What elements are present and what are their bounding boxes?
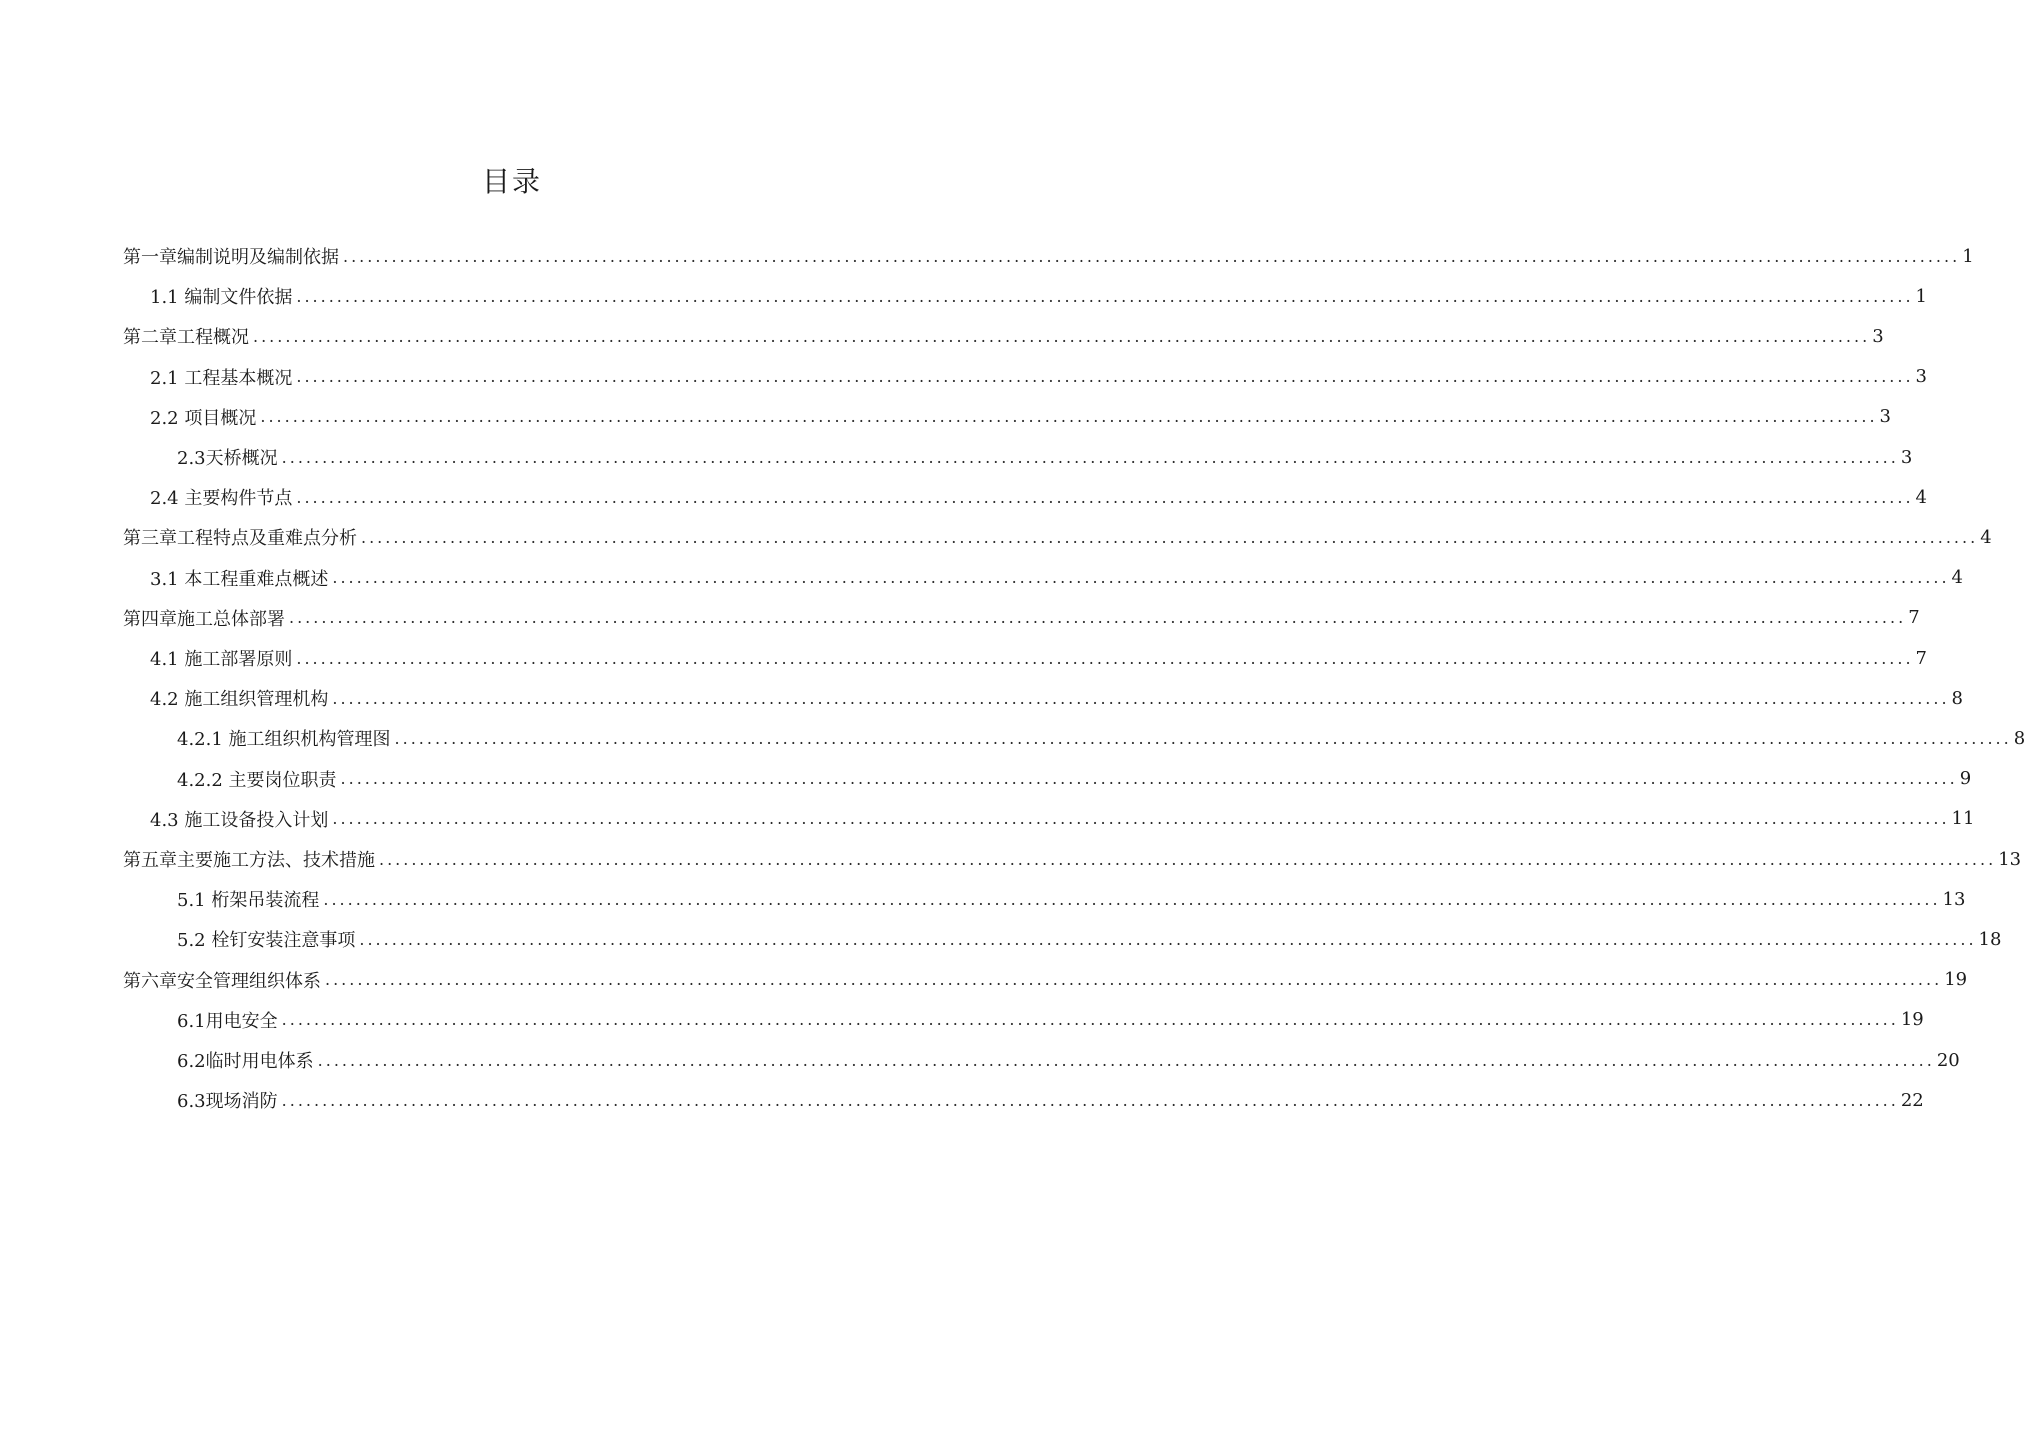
- toc-dot-leader: ........................................................................................................................................................................................................: [281, 1010, 1899, 1030]
- toc-entry[interactable]: [150, 638, 1927, 678]
- toc-entry-page-number: 22: [1900, 1089, 1924, 1111]
- toc-entry[interactable]: [150, 276, 1927, 316]
- toc-entry-page-number: 18: [1978, 928, 2002, 950]
- toc-dot-leader: ........................................................................................................................................................................................................: [343, 246, 1961, 266]
- toc-entry-label: 6.2临时用电体系: [177, 1051, 314, 1072]
- toc-entry[interactable]: [177, 919, 2002, 959]
- toc-entry-page-number: 8: [1951, 687, 1963, 709]
- toc-entry-page-number: 13: [1998, 848, 2022, 870]
- toc-entry-label: 第五章主要施工方法、技术措施: [123, 850, 375, 871]
- toc-entry-label: 第六章安全管理组织体系: [123, 970, 321, 992]
- toc-dot-leader: ........................................................................................................................................................................................................: [296, 487, 1914, 507]
- toc-entry-page-number: 7: [1908, 607, 1920, 629]
- toc-entry-label: 6.1用电安全: [177, 1010, 278, 1032]
- toc-entry[interactable]: [177, 1080, 1924, 1120]
- toc-entry-page-number: 4: [1951, 567, 1963, 589]
- toc-dot-leader: ........................................................................................................................................................................................................: [332, 568, 1950, 588]
- toc-entry-page-number: 19: [1900, 1009, 1924, 1031]
- toc-entry-page-number: 20: [1936, 1049, 1960, 1071]
- toc-entry-page-number: 3: [1900, 446, 1913, 468]
- toc-entry[interactable]: [150, 357, 1927, 397]
- toc-entry-label: 1.1 编制文件依据: [150, 287, 293, 309]
- toc-dot-leader: ........................................................................................................................................................................................................: [340, 769, 1958, 789]
- toc-entry-label: 4.1 施工部署原则: [150, 649, 293, 670]
- toc-entry-page-number: 8: [2013, 727, 2025, 749]
- toc-entry-page-number: 1: [1962, 245, 1974, 267]
- toc-entry-page-number: 11: [1951, 808, 1975, 830]
- toc-dot-leader: ........................................................................................................................................................................................................: [253, 326, 1871, 346]
- toc-dot-leader: ........................................................................................................................................................................................................: [317, 1050, 1935, 1070]
- toc-entry[interactable]: [123, 236, 1974, 276]
- toc-entry[interactable]: [150, 799, 1975, 839]
- toc-entry-page-number: 3: [1879, 406, 1891, 428]
- toc-dot-leader: ........................................................................................................................................................................................................: [359, 929, 1977, 949]
- toc-entry-page-number: 3: [1915, 366, 1927, 388]
- toc-dot-leader: ........................................................................................................................................................................................................: [296, 648, 1914, 668]
- toc-entry-label: 5.2 栓钉安装注意事项: [177, 930, 356, 952]
- toc-entry-label: 2.4 主要构件节点: [150, 488, 293, 510]
- toc-entry-label: 4.2.2 主要岗位职责: [177, 769, 337, 791]
- toc-entry[interactable]: [150, 397, 1891, 437]
- toc-entry-label: 第二章工程概况: [123, 327, 249, 349]
- toc-entry[interactable]: [123, 517, 1992, 557]
- toc-entry[interactable]: [177, 879, 1966, 919]
- toc-dot-leader: ........................................................................................................................................................................................................: [332, 809, 1950, 829]
- toc-entry-label: 第一章编制说明及编制依据: [123, 247, 339, 268]
- toc-entry-page-number: 1: [1915, 285, 1927, 307]
- toc-entry[interactable]: [177, 718, 2025, 758]
- toc-entry-label: 5.1 桁架吊装流程: [177, 890, 320, 912]
- toc-dot-leader: ........................................................................................................................................................................................................: [379, 849, 1997, 869]
- toc-entry-label: 第四章施工总体部署: [123, 608, 285, 630]
- toc-entry-page-number: 9: [1959, 768, 1972, 790]
- toc-entry[interactable]: [150, 678, 1963, 718]
- toc-entry-label: 4.2.1 施工组织机构管理图: [177, 729, 391, 751]
- toc-entry-label: 6.3现场消防: [177, 1091, 278, 1113]
- toc-dot-leader: ........................................................................................................................................................................................................: [332, 688, 1950, 708]
- toc-dot-leader: ........................................................................................................................................................................................................: [394, 728, 2012, 748]
- toc-entry-label: 2.2 项目概况: [150, 407, 257, 429]
- toc-entry[interactable]: [177, 437, 1913, 477]
- toc-entry[interactable]: [150, 558, 1963, 598]
- toc-entry[interactable]: [123, 839, 2022, 879]
- toc-entry[interactable]: [177, 1000, 1924, 1040]
- toc-entry-label: 2.1 工程基本概况: [150, 367, 293, 389]
- toc-dot-leader: ........................................................................................................................................................................................................: [323, 889, 1941, 909]
- toc-entry-page-number: 4: [1980, 526, 1992, 548]
- toc-entry[interactable]: [177, 1040, 1960, 1080]
- toc-dot-leader: ........................................................................................................................................................................................................: [296, 286, 1914, 306]
- toc-entry-page-number: 3: [1872, 325, 1884, 347]
- toc-entry-label: 第三章工程特点及重难点分析: [123, 528, 357, 550]
- toc-entry-page-number: 4: [1915, 486, 1927, 508]
- toc-dot-leader: ........................................................................................................................................................................................................: [281, 1090, 1899, 1110]
- toc-entry[interactable]: [150, 477, 1927, 517]
- toc-dot-leader: ........................................................................................................................................................................................................: [361, 527, 1979, 547]
- toc-entry-page-number: 7: [1915, 647, 1927, 669]
- toc-entry[interactable]: [177, 759, 1972, 799]
- toc-entry-label: 4.3 施工设备投入计划: [150, 809, 329, 831]
- toc-entry-label: 2.3天桥概况: [177, 448, 278, 469]
- toc-dot-leader: ........................................................................................................................................................................................................: [281, 447, 1899, 467]
- toc-entry-label: 3.1 本工程重难点概述: [150, 568, 329, 590]
- toc-entry[interactable]: [123, 598, 1920, 638]
- toc-dot-leader: ........................................................................................................................................................................................................: [289, 608, 1907, 628]
- toc-entry[interactable]: [123, 960, 1968, 1000]
- toc-entry-label: 4.2 施工组织管理机构: [150, 689, 329, 711]
- toc-entry-page-number: 13: [1942, 888, 1966, 910]
- toc-dot-leader: ........................................................................................................................................................................................................: [325, 970, 1943, 990]
- toc-title: 目录: [481, 165, 542, 198]
- toc-entry-page-number: 19: [1944, 969, 1968, 991]
- toc-dot-leader: ........................................................................................................................................................................................................: [296, 367, 1914, 387]
- toc-entry[interactable]: [123, 316, 1884, 356]
- toc-dot-leader: ........................................................................................................................................................................................................: [260, 407, 1878, 427]
